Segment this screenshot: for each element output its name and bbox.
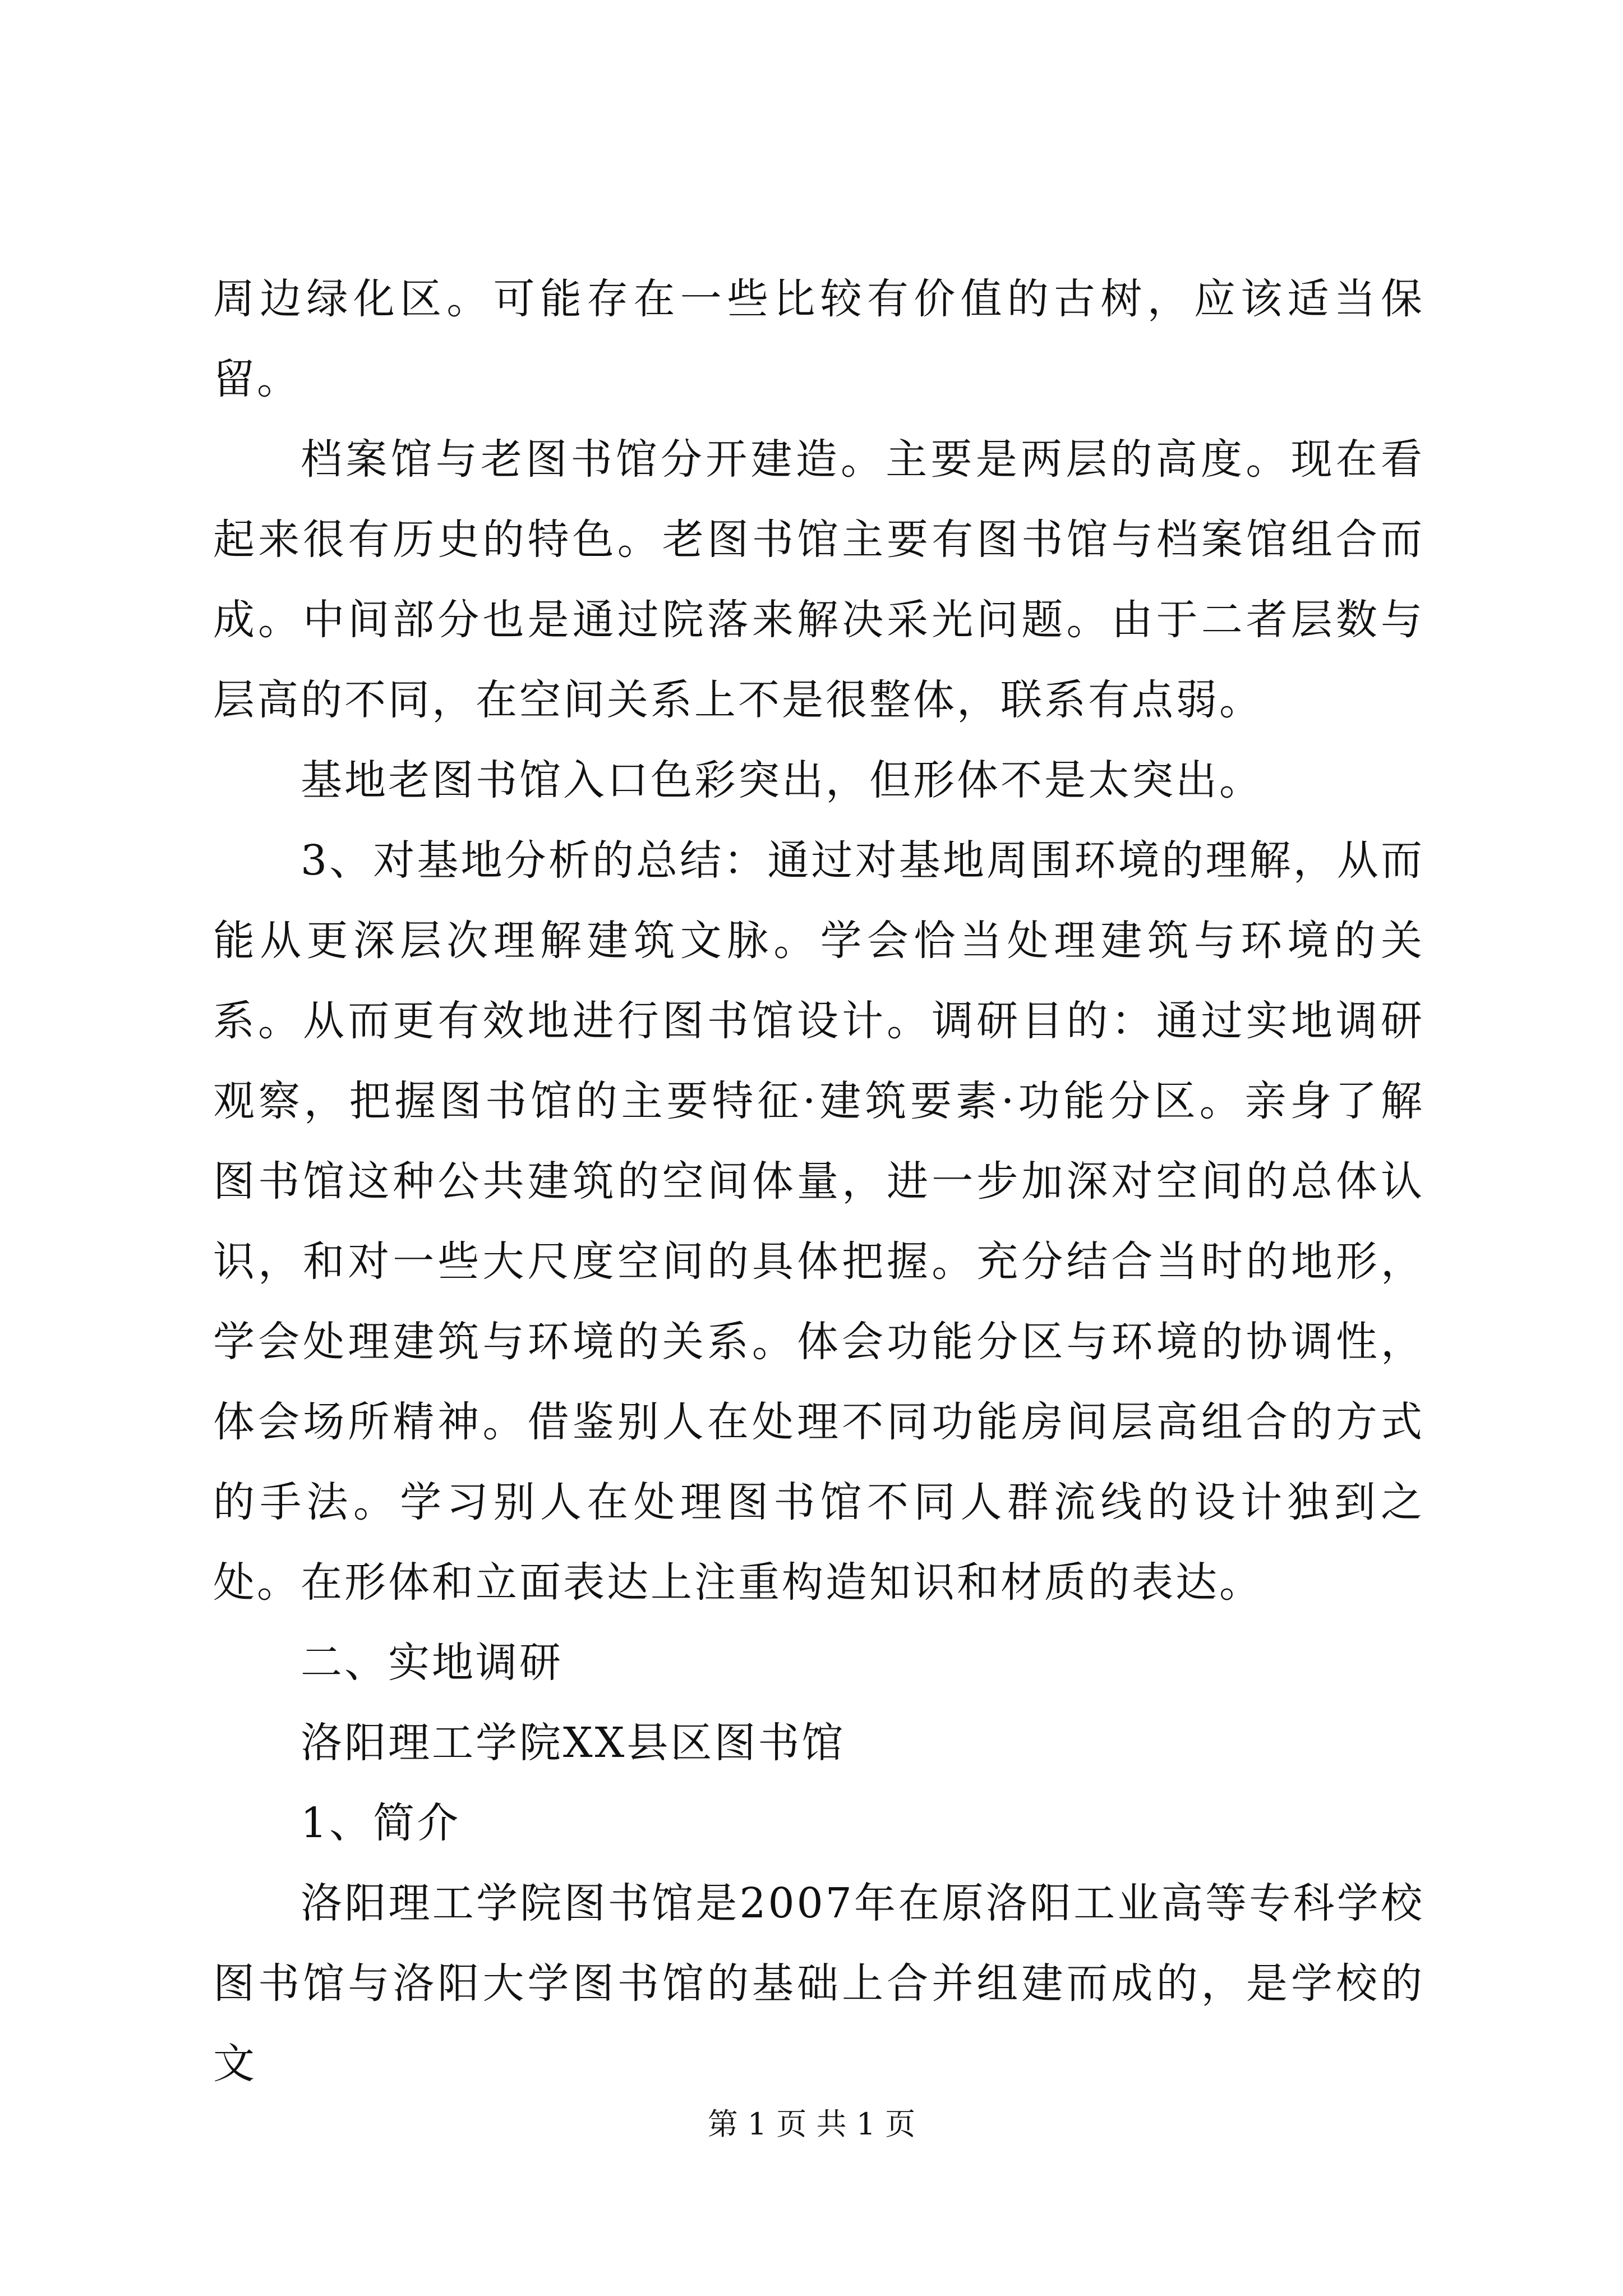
paragraph-1: 周边绿化区。可能存在一些比较有价值的古树，应该适当保留。 bbox=[213, 275, 1424, 403]
paragraph-intro: 洛阳理工学院图书馆是2007年在原洛阳工业高等专科学校图书馆与洛阳大学图书馆的基础上合并组建而成的，是学校的文 bbox=[213, 1879, 1424, 2088]
subsection-heading: 1、简介 bbox=[301, 1799, 461, 1847]
page-footer: 第 1 页 共 1 页 bbox=[707, 2106, 916, 2142]
document-body bbox=[213, 259, 1424, 2104]
paragraph-3: 基地老图书馆入口色彩突出，但形体不是太突出。 bbox=[301, 756, 1263, 804]
subsection-title: 洛阳理工学院XX县区图书馆 bbox=[301, 1719, 846, 1767]
section-heading: 二、实地调研 bbox=[301, 1639, 563, 1687]
paragraph-4: 3、对基地分析的总结：通过对基地周围环境的理解，从而能从更深层次理解建筑文脉。学会恰当处理建筑与环境的关系。从而更有效地进行图书馆设计。调研目的：通过实地调研观察，把握图书馆的主要特征·建筑要素·功能分区。亲身了解图书馆这种公共建筑的空间体量，进一步加深对空间的总体认识，和对一些大尺度空间的具体把握。充分结合当时的地形，学会处理建筑与环境的关系。体会功能分区与环境的协调性，体会场所精神。借鉴别人在处理不同功能房间层高组合的方式的手法。学习别人在处理图书馆不同人群流线的设计独到之处。在形体和立面表达上注重构造知识和材质的表达。 bbox=[213, 836, 1424, 1607]
paragraph-2: 档案馆与老图书馆分开建造。主要是两层的高度。现在看起来很有历史的特色。老图书馆主要有图书馆与档案馆组合而成。中间部分也是通过院落来解决采光问题。由于二者层数与层高的不同，在空间关系上不是很整体，联系有点弱。 bbox=[213, 435, 1424, 724]
